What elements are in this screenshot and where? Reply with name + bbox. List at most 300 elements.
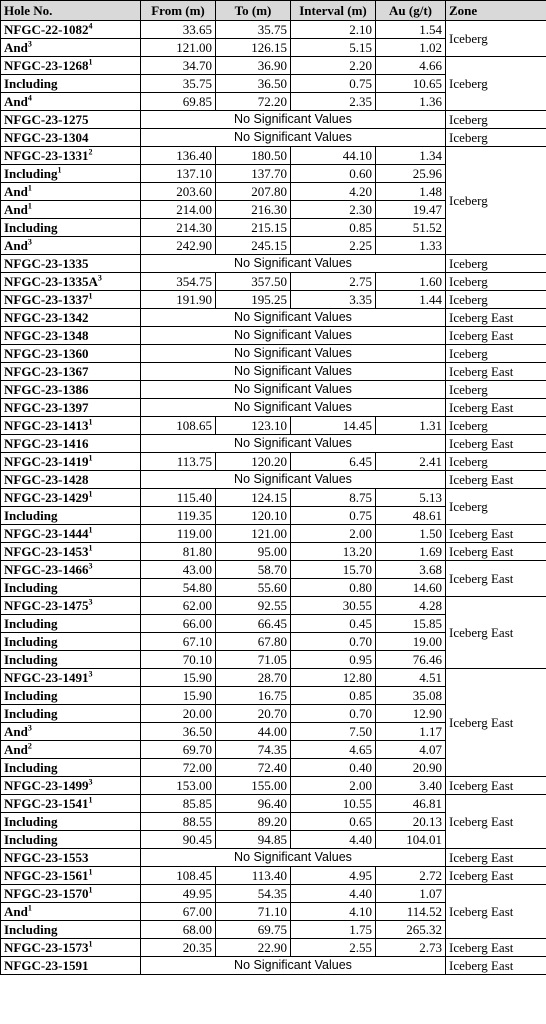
table-header: [1, 1, 546, 21]
from-cell: 119.00: [141, 525, 216, 543]
au-grade-cell: 76.46: [376, 651, 446, 669]
au-grade-cell: 2.72: [376, 867, 446, 885]
hole-no-text: NFGC-23-1413: [4, 418, 89, 433]
hole-no-text: Including: [4, 220, 58, 235]
from-cell: 69.85: [141, 93, 216, 111]
au-grade-cell: 2.73: [376, 939, 446, 957]
hole-no-text: NFGC-23-1275: [4, 112, 89, 127]
footnote-marker: 3: [88, 561, 93, 571]
au-grade-cell: 5.13: [376, 489, 446, 507]
table-row: [1, 291, 546, 309]
hole-no-cell: [1, 741, 141, 759]
footnote-marker: 1: [88, 291, 93, 301]
to-cell: 155.00: [216, 777, 291, 795]
from-cell: 67.00: [141, 903, 216, 921]
interval-cell: 30.55: [291, 597, 376, 615]
interval-cell: 0.95: [291, 651, 376, 669]
to-cell: 71.05: [216, 651, 291, 669]
hole-no-cell: [1, 615, 141, 633]
zone-cell: Iceberg: [446, 57, 546, 111]
au-grade-cell: 46.81: [376, 795, 446, 813]
interval-cell: 12.80: [291, 669, 376, 687]
hole-no-text: NFGC-23-1561: [4, 868, 89, 883]
table-row: [1, 21, 546, 39]
hole-no-cell: [1, 165, 141, 183]
table-row: [1, 525, 546, 543]
table-row: [1, 417, 546, 435]
au-grade-cell: 1.17: [376, 723, 446, 741]
hole-no-cell: [1, 273, 141, 291]
footnote-marker: 1: [27, 903, 32, 913]
hole-no-text: NFGC-23-1331: [4, 148, 89, 163]
interval-cell: 5.15: [291, 39, 376, 57]
hole-no-text: Including: [4, 616, 58, 631]
interval-cell: 0.40: [291, 759, 376, 777]
footnote-marker: 4: [88, 21, 93, 31]
from-cell: 191.90: [141, 291, 216, 309]
footnote-marker: 1: [88, 543, 93, 553]
hole-no-text: NFGC-23-1342: [4, 310, 89, 325]
hole-no-cell: [1, 39, 141, 57]
hole-no-text: And: [4, 94, 28, 109]
hole-no-cell: [1, 471, 141, 489]
to-cell: 121.00: [216, 525, 291, 543]
interval-cell: 2.75: [291, 273, 376, 291]
au-grade-cell: 1.07: [376, 885, 446, 903]
au-grade-cell: 1.44: [376, 291, 446, 309]
footnote-marker: 1: [88, 525, 93, 535]
footnote-marker: 3: [97, 273, 102, 283]
hole-no-text: And: [4, 40, 28, 55]
hole-no-cell: [1, 939, 141, 957]
from-cell: 214.30: [141, 219, 216, 237]
to-cell: 58.70: [216, 561, 291, 579]
to-cell: 89.20: [216, 813, 291, 831]
interval-cell: 2.10: [291, 21, 376, 39]
to-cell: 215.15: [216, 219, 291, 237]
hole-no-text: NFGC-23-1499: [4, 778, 89, 793]
hole-no-cell: [1, 327, 141, 345]
hole-no-text: Including: [4, 922, 58, 937]
hole-no-cell: [1, 255, 141, 273]
from-cell: 81.80: [141, 543, 216, 561]
hole-no-cell: [1, 921, 141, 939]
to-cell: 123.10: [216, 417, 291, 435]
au-grade-cell: 25.96: [376, 165, 446, 183]
zone-cell: Iceberg: [446, 381, 546, 399]
hole-no-cell: [1, 561, 141, 579]
from-cell: 33.65: [141, 21, 216, 39]
hole-no-text: NFGC-23-1397: [4, 400, 89, 415]
au-grade-cell: 20.13: [376, 813, 446, 831]
hole-no-cell: [1, 651, 141, 669]
table-row: [1, 795, 546, 813]
hole-no-cell: [1, 795, 141, 813]
to-cell: 66.45: [216, 615, 291, 633]
hole-no-text: NFGC-23-1268: [4, 58, 89, 73]
no-significant-values-cell: No Significant Values: [141, 345, 446, 363]
interval-cell: 2.30: [291, 201, 376, 219]
hole-no-text: NFGC-23-1419: [4, 454, 89, 469]
to-cell: 95.00: [216, 543, 291, 561]
table-row: [1, 597, 546, 615]
hole-no-cell: [1, 777, 141, 795]
hole-no-cell: [1, 579, 141, 597]
zone-cell: Iceberg East: [446, 849, 546, 867]
hole-no-cell: [1, 129, 141, 147]
zone-cell: Iceberg East: [446, 363, 546, 381]
from-cell: 66.00: [141, 615, 216, 633]
zone-cell: Iceberg East: [446, 435, 546, 453]
from-cell: 70.10: [141, 651, 216, 669]
hole-no-cell: [1, 75, 141, 93]
to-cell: 216.30: [216, 201, 291, 219]
au-grade-cell: 265.32: [376, 921, 446, 939]
to-cell: 71.10: [216, 903, 291, 921]
hole-no-text: Including: [4, 652, 58, 667]
interval-cell: 44.10: [291, 147, 376, 165]
hole-no-cell: [1, 291, 141, 309]
hole-no-cell: [1, 399, 141, 417]
hole-no-cell: [1, 381, 141, 399]
zone-cell: Iceberg: [446, 345, 546, 363]
au-grade-cell: 19.47: [376, 201, 446, 219]
hole-no-text: Including: [4, 814, 58, 829]
hole-no-cell: [1, 669, 141, 687]
from-cell: 68.00: [141, 921, 216, 939]
no-significant-values-cell: No Significant Values: [141, 327, 446, 345]
to-cell: 55.60: [216, 579, 291, 597]
to-cell: 120.10: [216, 507, 291, 525]
interval-cell: 4.40: [291, 885, 376, 903]
interval-cell: 2.00: [291, 777, 376, 795]
hole-no-text: NFGC-23-1453: [4, 544, 89, 559]
table-row: [1, 147, 546, 165]
zone-cell: Iceberg East: [446, 399, 546, 417]
interval-cell: 2.55: [291, 939, 376, 957]
to-cell: 54.35: [216, 885, 291, 903]
au-grade-cell: 10.65: [376, 75, 446, 93]
hole-no-text: Including: [4, 508, 58, 523]
no-significant-values-cell: No Significant Values: [141, 309, 446, 327]
interval-cell: 0.80: [291, 579, 376, 597]
zone-cell: Iceberg East: [446, 777, 546, 795]
hole-no-text: NFGC-23-1570: [4, 886, 89, 901]
zone-cell: Iceberg East: [446, 669, 546, 777]
table-row: [1, 435, 546, 453]
interval-cell: 0.70: [291, 705, 376, 723]
interval-cell: 2.25: [291, 237, 376, 255]
from-cell: 20.35: [141, 939, 216, 957]
interval-cell: 8.75: [291, 489, 376, 507]
au-grade-cell: 114.52: [376, 903, 446, 921]
from-cell: 136.40: [141, 147, 216, 165]
from-cell: 36.50: [141, 723, 216, 741]
to-cell: 207.80: [216, 183, 291, 201]
interval-cell: 1.75: [291, 921, 376, 939]
zone-cell: Iceberg: [446, 417, 546, 435]
to-cell: 22.90: [216, 939, 291, 957]
to-cell: 92.55: [216, 597, 291, 615]
table-row: [1, 957, 546, 975]
to-cell: 16.75: [216, 687, 291, 705]
footnote-marker: 1: [57, 165, 62, 175]
au-grade-cell: 15.85: [376, 615, 446, 633]
footnote-marker: 1: [88, 453, 93, 463]
au-grade-cell: 1.33: [376, 237, 446, 255]
hole-no-text: NFGC-23-1348: [4, 328, 89, 343]
interval-cell: 15.70: [291, 561, 376, 579]
au-grade-cell: 20.90: [376, 759, 446, 777]
footnote-marker: 1: [88, 57, 93, 67]
interval-cell: 0.75: [291, 75, 376, 93]
to-cell: 36.50: [216, 75, 291, 93]
to-cell: 44.00: [216, 723, 291, 741]
hole-no-cell: [1, 21, 141, 39]
from-cell: 242.90: [141, 237, 216, 255]
from-cell: 121.00: [141, 39, 216, 57]
zone-cell: Iceberg East: [446, 543, 546, 561]
hole-no-text: NFGC-23-1429: [4, 490, 89, 505]
table-row: [1, 471, 546, 489]
from-cell: 35.75: [141, 75, 216, 93]
table-row: [1, 885, 546, 903]
table-row: [1, 255, 546, 273]
from-cell: 203.60: [141, 183, 216, 201]
hole-no-text: Including: [4, 760, 58, 775]
au-grade-cell: 3.40: [376, 777, 446, 795]
hole-no-text: NFGC-23-1475: [4, 598, 89, 613]
zone-cell: Iceberg: [446, 489, 546, 525]
hole-no-text: NFGC-23-1304: [4, 130, 89, 145]
to-cell: 245.15: [216, 237, 291, 255]
table-row: [1, 309, 546, 327]
interval-cell: 4.40: [291, 831, 376, 849]
header-from: From (m): [141, 1, 216, 21]
footnote-marker: 2: [27, 741, 32, 751]
zone-cell: Iceberg: [446, 273, 546, 291]
interval-cell: 14.45: [291, 417, 376, 435]
header-interval: Interval (m): [291, 1, 376, 21]
hole-no-cell: [1, 849, 141, 867]
au-grade-cell: 3.68: [376, 561, 446, 579]
au-grade-cell: 51.52: [376, 219, 446, 237]
to-cell: 72.20: [216, 93, 291, 111]
interval-cell: 0.70: [291, 633, 376, 651]
header-to: To (m): [216, 1, 291, 21]
header-hole-no: Hole No.: [1, 1, 141, 21]
interval-cell: 0.85: [291, 219, 376, 237]
hole-no-cell: [1, 867, 141, 885]
zone-cell: Iceberg East: [446, 525, 546, 543]
table-row: [1, 453, 546, 471]
no-significant-values-cell: No Significant Values: [141, 957, 446, 975]
footnote-marker: 1: [88, 885, 93, 895]
interval-cell: 13.20: [291, 543, 376, 561]
zone-cell: Iceberg East: [446, 597, 546, 669]
from-cell: 88.55: [141, 813, 216, 831]
hole-no-cell: [1, 597, 141, 615]
hole-no-cell: [1, 219, 141, 237]
to-cell: 357.50: [216, 273, 291, 291]
hole-no-cell: [1, 417, 141, 435]
from-cell: 20.00: [141, 705, 216, 723]
from-cell: 153.00: [141, 777, 216, 795]
hole-no-cell: [1, 507, 141, 525]
footnote-marker: 3: [27, 237, 32, 247]
hole-no-text: NFGC-23-1335A: [4, 274, 98, 289]
table-row: [1, 363, 546, 381]
hole-no-cell: [1, 147, 141, 165]
from-cell: 69.70: [141, 741, 216, 759]
hole-no-text: And: [4, 724, 28, 739]
table-row: [1, 111, 546, 129]
footnote-marker: 1: [88, 417, 93, 427]
zone-cell: Iceberg: [446, 255, 546, 273]
footnote-marker: 3: [88, 777, 93, 787]
from-cell: 54.80: [141, 579, 216, 597]
zone-cell: Iceberg: [446, 453, 546, 471]
zone-cell: Iceberg East: [446, 471, 546, 489]
hole-no-cell: [1, 111, 141, 129]
hole-no-text: NFGC-23-1367: [4, 364, 89, 379]
to-cell: 35.75: [216, 21, 291, 39]
au-grade-cell: 2.41: [376, 453, 446, 471]
zone-cell: Iceberg East: [446, 957, 546, 975]
hole-no-cell: [1, 183, 141, 201]
interval-cell: 4.65: [291, 741, 376, 759]
hole-no-cell: [1, 705, 141, 723]
hole-no-text: NFGC-23-1337: [4, 292, 89, 307]
interval-cell: 10.55: [291, 795, 376, 813]
no-significant-values-cell: No Significant Values: [141, 129, 446, 147]
interval-cell: 0.60: [291, 165, 376, 183]
hole-no-cell: [1, 363, 141, 381]
hole-no-text: NFGC-23-1573: [4, 940, 89, 955]
au-grade-cell: 4.51: [376, 669, 446, 687]
au-grade-cell: 1.54: [376, 21, 446, 39]
no-significant-values-cell: No Significant Values: [141, 471, 446, 489]
zone-cell: Iceberg: [446, 147, 546, 255]
hole-no-cell: [1, 201, 141, 219]
from-cell: 67.10: [141, 633, 216, 651]
hole-no-text: NFGC-23-1541: [4, 796, 89, 811]
hole-no-text: Including: [4, 76, 58, 91]
from-cell: 90.45: [141, 831, 216, 849]
hole-no-text: Including: [4, 832, 58, 847]
to-cell: 113.40: [216, 867, 291, 885]
footnote-marker: 2: [88, 147, 93, 157]
hole-no-cell: [1, 723, 141, 741]
hole-no-cell: [1, 237, 141, 255]
hole-no-cell: [1, 903, 141, 921]
from-cell: 34.70: [141, 57, 216, 75]
header-zone: Zone: [446, 1, 546, 21]
footnote-marker: 1: [88, 939, 93, 949]
hole-no-cell: [1, 885, 141, 903]
au-grade-cell: 1.34: [376, 147, 446, 165]
table-row: [1, 849, 546, 867]
to-cell: 67.80: [216, 633, 291, 651]
hole-no-text: Including: [4, 688, 58, 703]
table-row: [1, 327, 546, 345]
to-cell: 120.20: [216, 453, 291, 471]
hole-no-cell: [1, 813, 141, 831]
zone-cell: Iceberg East: [446, 885, 546, 939]
to-cell: 124.15: [216, 489, 291, 507]
footnote-marker: 3: [27, 39, 32, 49]
footnote-marker: 3: [27, 723, 32, 733]
no-significant-values-cell: No Significant Values: [141, 363, 446, 381]
interval-cell: 0.85: [291, 687, 376, 705]
hole-no-cell: [1, 435, 141, 453]
to-cell: 96.40: [216, 795, 291, 813]
hole-no-cell: [1, 345, 141, 363]
to-cell: 180.50: [216, 147, 291, 165]
hole-no-text: NFGC-23-1444: [4, 526, 89, 541]
from-cell: 115.40: [141, 489, 216, 507]
interval-cell: 4.95: [291, 867, 376, 885]
to-cell: 195.25: [216, 291, 291, 309]
au-grade-cell: 4.28: [376, 597, 446, 615]
au-grade-cell: 19.00: [376, 633, 446, 651]
table-row: [1, 381, 546, 399]
from-cell: 113.75: [141, 453, 216, 471]
hole-no-text: NFGC-23-1416: [4, 436, 89, 451]
header-au: Au (g/t): [376, 1, 446, 21]
from-cell: 72.00: [141, 759, 216, 777]
au-grade-cell: 104.01: [376, 831, 446, 849]
hole-no-text: NFGC-23-1466: [4, 562, 89, 577]
table-row: [1, 57, 546, 75]
hole-no-text: NFGC-23-1553: [4, 850, 89, 865]
table-row: [1, 561, 546, 579]
hole-no-text: NFGC-23-1386: [4, 382, 89, 397]
from-cell: 119.35: [141, 507, 216, 525]
hole-no-text: NFGC-23-1360: [4, 346, 89, 361]
zone-cell: Iceberg: [446, 291, 546, 309]
from-cell: 354.75: [141, 273, 216, 291]
table-row: [1, 543, 546, 561]
interval-cell: 0.65: [291, 813, 376, 831]
interval-cell: 4.20: [291, 183, 376, 201]
zone-cell: Iceberg East: [446, 309, 546, 327]
au-grade-cell: 1.60: [376, 273, 446, 291]
zone-cell: Iceberg: [446, 21, 546, 57]
no-significant-values-cell: No Significant Values: [141, 255, 446, 273]
au-grade-cell: 48.61: [376, 507, 446, 525]
au-grade-cell: 1.69: [376, 543, 446, 561]
hole-no-text: Including: [4, 634, 58, 649]
hole-no-cell: [1, 525, 141, 543]
no-significant-values-cell: No Significant Values: [141, 399, 446, 417]
footnote-marker: 1: [88, 795, 93, 805]
to-cell: 126.15: [216, 39, 291, 57]
zone-cell: Iceberg: [446, 129, 546, 147]
hole-no-cell: [1, 759, 141, 777]
au-grade-cell: 4.07: [376, 741, 446, 759]
to-cell: 69.75: [216, 921, 291, 939]
hole-no-cell: [1, 309, 141, 327]
hole-no-text: And: [4, 742, 28, 757]
from-cell: 85.85: [141, 795, 216, 813]
au-grade-cell: 1.31: [376, 417, 446, 435]
zone-cell: Iceberg East: [446, 561, 546, 597]
hole-no-text: NFGC-22-1082: [4, 22, 89, 37]
hole-no-text: And: [4, 238, 28, 253]
from-cell: 108.65: [141, 417, 216, 435]
au-grade-cell: 1.36: [376, 93, 446, 111]
